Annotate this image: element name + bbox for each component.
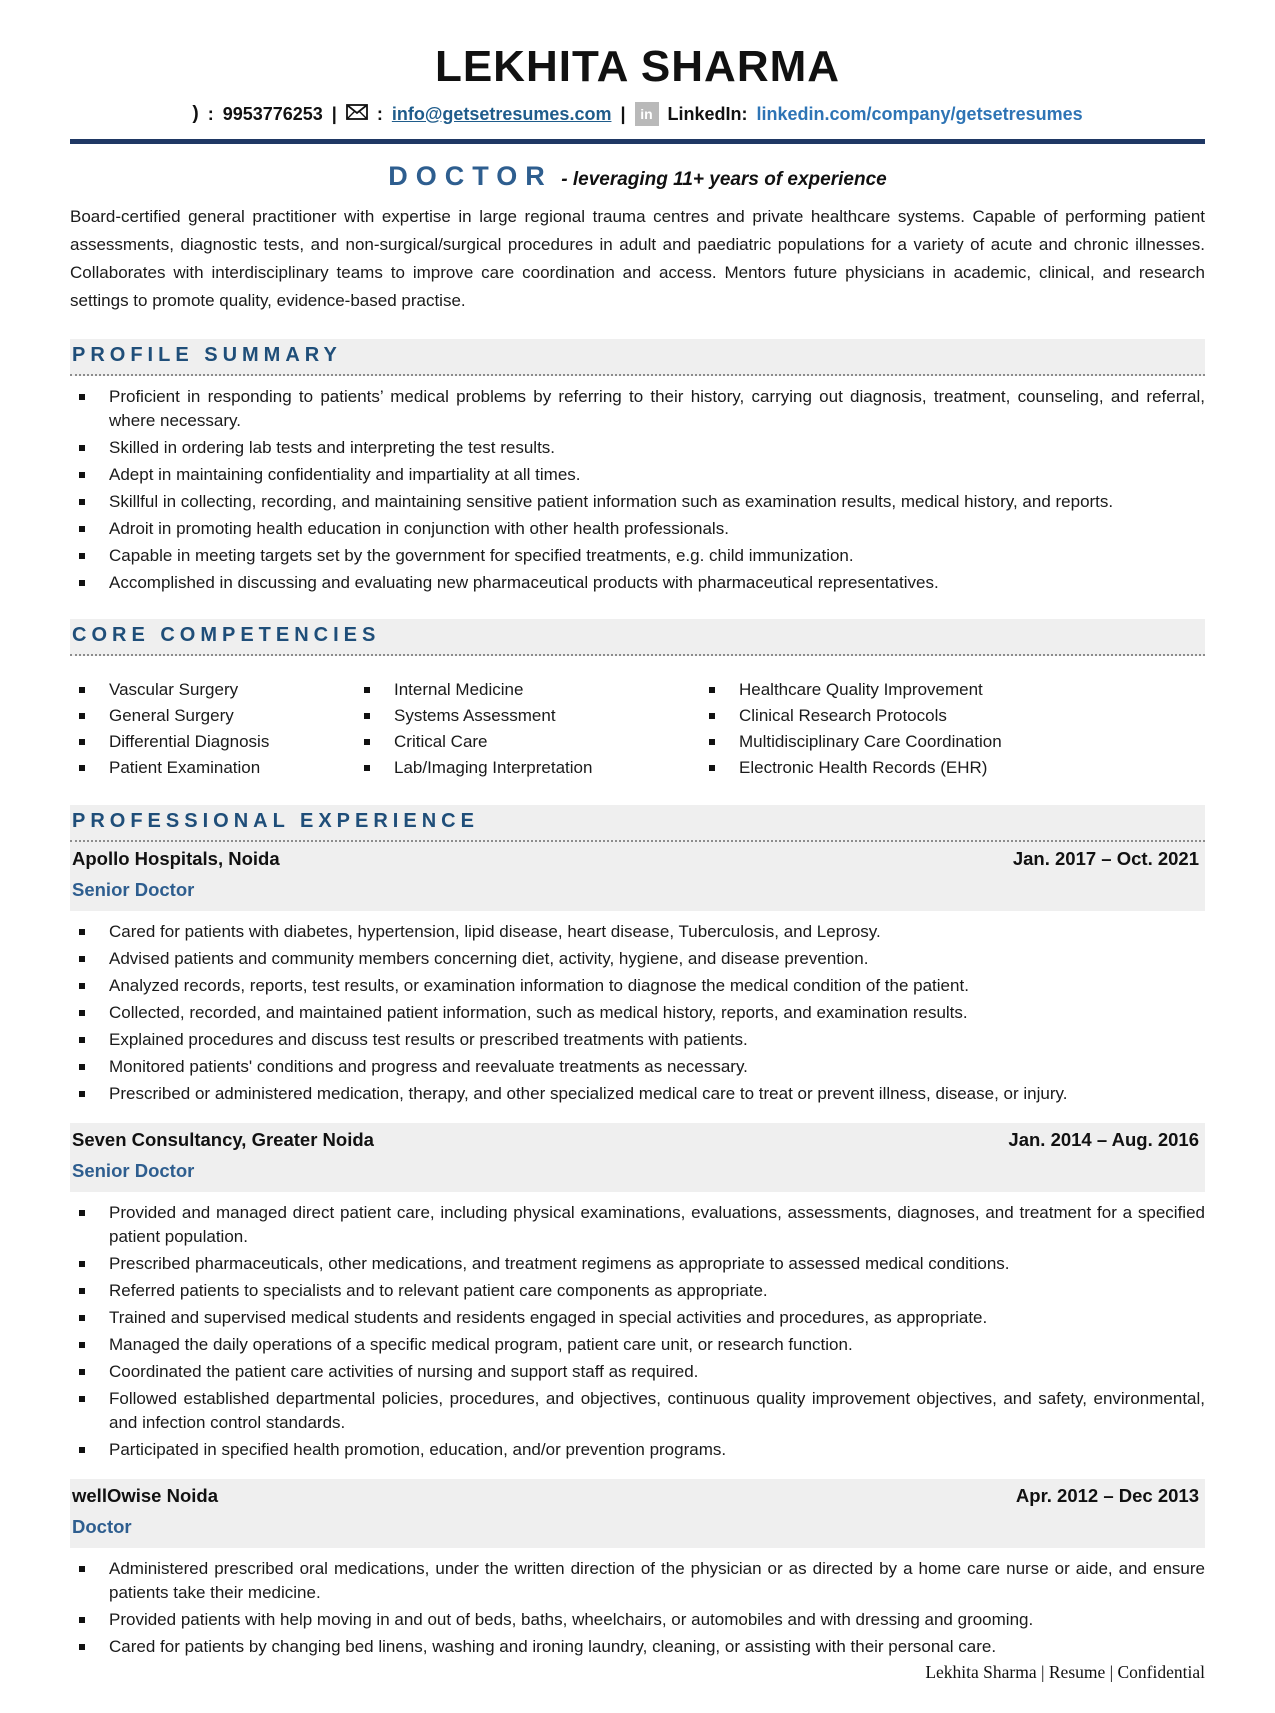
bullet-square-icon xyxy=(79,1288,85,1294)
bullet-text: Managed the daily operations of a specific medical program, patient care unit, or research function. xyxy=(109,1335,853,1354)
bullet-text: Participated in specified health promotion, education, and/or prevention programs. xyxy=(109,1440,727,1459)
bullet-square-icon xyxy=(79,1064,85,1070)
competencies-column-1 xyxy=(70,668,355,781)
bullet-text: Provided patients with help moving in and out of beds, baths, wheelchairs, or automobiles and with dressing and grooming. xyxy=(109,1610,1034,1629)
job-header xyxy=(70,1123,1205,1192)
job-title: Senior Doctor xyxy=(72,1160,195,1181)
list-item xyxy=(70,544,1205,568)
linkedin-label: LinkedIn: xyxy=(667,103,748,124)
list-item xyxy=(70,1438,1205,1462)
separator-pipe: | xyxy=(620,103,626,124)
list-item xyxy=(70,1387,1205,1435)
list-item xyxy=(70,1001,1205,1025)
candidate-name: LEKHITA SHARMA xyxy=(434,42,841,91)
bullet-square-icon xyxy=(79,1342,85,1348)
bullet-text: Referred patients to specialists and to relevant patient care components as appropriate. xyxy=(109,1281,768,1300)
competency-item xyxy=(700,703,1205,729)
bullet-square-icon xyxy=(709,739,715,745)
bullet-text: Advised patients and community members concerning diet, activity, hygiene, and disease prevention. xyxy=(109,949,869,968)
bullet-text: Prescribed pharmaceuticals, other medications, and treatment regimens as appropriate to assessed medical conditions. xyxy=(109,1254,1010,1273)
bullet-text: Accomplished in discussing and evaluating new pharmaceutical products with pharmaceutical representatives. xyxy=(109,573,939,592)
competency-item xyxy=(355,703,700,729)
bullet-text: Skillful in collecting, recording, and maintaining sensitive patient information such as examination results, medical history, and reports. xyxy=(109,492,1114,511)
bullet-text: Trained and supervised medical students and residents engaged in special activities and procedures, as appropriate. xyxy=(109,1308,988,1327)
competency-item xyxy=(70,677,355,703)
section-header-core-competencies xyxy=(70,619,1205,656)
job-bullet-list xyxy=(70,1201,1205,1462)
list-item xyxy=(70,1028,1205,1052)
bullet-square-icon xyxy=(79,553,85,559)
list-item xyxy=(70,920,1205,944)
list-item xyxy=(70,1082,1205,1106)
contact-line xyxy=(70,102,1205,126)
competency-item xyxy=(700,729,1205,755)
list-item xyxy=(70,463,1205,487)
role-title: DOCTOR xyxy=(388,161,553,191)
list-item xyxy=(70,947,1205,971)
bullet-square-icon xyxy=(79,1037,85,1043)
list-item xyxy=(70,1306,1205,1330)
bullet-text: Adept in maintaining confidentiality and impartiality at all times. xyxy=(109,465,581,484)
bullet-square-icon xyxy=(79,929,85,935)
bullet-square-icon xyxy=(709,765,715,771)
company-name: wellOwise Noida xyxy=(72,1485,218,1506)
competency-label: General Surgery xyxy=(109,706,234,725)
linkedin-link[interactable]: linkedin.com/company/getsetresumes xyxy=(756,103,1083,124)
competency-label: Healthcare Quality Improvement xyxy=(739,680,983,699)
competency-label: Internal Medicine xyxy=(394,680,524,699)
company-name: Apollo Hospitals, Noida xyxy=(72,848,280,869)
list-item xyxy=(70,385,1205,433)
bullet-square-icon xyxy=(79,1396,85,1402)
bullet-square-icon xyxy=(79,739,85,745)
bullet-square-icon xyxy=(79,445,85,451)
profile-summary-list xyxy=(70,385,1205,595)
list-item xyxy=(70,490,1205,514)
competency-item xyxy=(70,703,355,729)
bullet-text: Proficient in responding to patients’ medical problems by referring to their history, carrying out diagnosis, treatment, counseling, and referral, where necessary. xyxy=(109,387,1205,430)
bullet-square-icon xyxy=(79,983,85,989)
phone-icon: ) xyxy=(192,103,199,124)
bullet-square-icon xyxy=(364,687,370,693)
bullet-text: Collected, recorded, and maintained patient information, such as medical history, reports, and examination results. xyxy=(109,1003,968,1022)
bullet-text: Capable in meeting targets set by the government for specified treatments, e.g. child immunization. xyxy=(109,546,854,565)
competency-item xyxy=(355,729,700,755)
bullet-square-icon xyxy=(79,765,85,771)
bullet-text: Prescribed or administered medication, therapy, and other specialized medical care to treat or prevent illness, disease, or injury. xyxy=(109,1084,1068,1103)
bullet-text: Provided and managed direct patient care, including physical examinations, evaluations, assessments, diagnoses, and treatment for a specified patient population. xyxy=(109,1203,1205,1246)
bullet-square-icon xyxy=(364,739,370,745)
bullet-square-icon xyxy=(79,526,85,532)
job-company-row xyxy=(72,1129,1199,1151)
role-tagline: - leveraging 11+ years of experience xyxy=(561,169,887,190)
competency-label: Patient Examination xyxy=(109,758,261,777)
role-line xyxy=(70,161,1205,192)
bullet-square-icon xyxy=(79,713,85,719)
resume-header xyxy=(70,42,1205,144)
bullet-square-icon xyxy=(79,1447,85,1453)
job-dates: Jan. 2017 – Oct. 2021 xyxy=(1012,848,1199,869)
competencies-column-3 xyxy=(700,668,1205,781)
bullet-square-icon xyxy=(79,1617,85,1623)
list-item xyxy=(70,1333,1205,1357)
bullet-text: Coordinated the patient care activities of nursing and support staff as required. xyxy=(109,1362,699,1381)
list-item xyxy=(70,571,1205,595)
bullet-square-icon xyxy=(79,1261,85,1267)
bullet-square-icon xyxy=(79,1566,85,1572)
page-footer: Lekhita Sharma | Resume | Confidential xyxy=(925,1662,1205,1682)
bullet-square-icon xyxy=(364,765,370,771)
list-item xyxy=(70,436,1205,460)
bullet-text: Administered prescribed oral medications, under the written direction of the physician or as directed by a home care nurse or aide, and ensure patients take their medicine. xyxy=(109,1559,1205,1602)
competency-label: Systems Assessment xyxy=(394,706,556,725)
bullet-text: Adroit in promoting health education in conjunction with other health professionals. xyxy=(109,519,729,538)
competency-label: Differential Diagnosis xyxy=(109,732,270,751)
section-title: CORE COMPETENCIES xyxy=(72,624,381,646)
job-title: Senior Doctor xyxy=(72,879,195,900)
bullet-text: Followed established departmental policies, procedures, and objectives, continuous quality improvement objectives, and safety, environmental, and infection control standards. xyxy=(109,1389,1205,1432)
job-dates: Jan. 2014 – Aug. 2016 xyxy=(1008,1129,1199,1150)
competency-item xyxy=(355,677,700,703)
bullet-text: Monitored patients' conditions and progress and reevaluate treatments as necessary. xyxy=(109,1057,748,1076)
job-header xyxy=(70,1479,1205,1548)
envelope-icon xyxy=(346,104,368,125)
competency-label: Lab/Imaging Interpretation xyxy=(394,758,593,777)
list-item xyxy=(70,1360,1205,1384)
bullet-text: Analyzed records, reports, test results, or examination information to diagnose the medical condition of the patient. xyxy=(109,976,969,995)
competencies-column-2 xyxy=(355,668,700,781)
section-header-profile-summary xyxy=(70,339,1205,376)
company-name: Seven Consultancy, Greater Noida xyxy=(72,1129,374,1150)
job-dates: Apr. 2012 – Dec 2013 xyxy=(1015,1485,1199,1506)
job-company-row xyxy=(72,848,1199,870)
phone-number: 9953776253 xyxy=(222,103,323,124)
bullet-text: Skilled in ordering lab tests and interpreting the test results. xyxy=(109,438,556,457)
bullet-square-icon xyxy=(79,1010,85,1016)
list-item xyxy=(70,517,1205,541)
competency-label: Electronic Health Records (EHR) xyxy=(739,758,988,777)
email-link[interactable]: info@getsetresumes.com xyxy=(391,103,612,124)
competency-label: Vascular Surgery xyxy=(109,680,239,699)
bullet-square-icon xyxy=(79,394,85,400)
competency-item xyxy=(70,755,355,781)
job-company-row xyxy=(72,1485,1199,1507)
phone-colon: : xyxy=(207,103,214,124)
section-header-professional-experience xyxy=(70,805,1205,842)
list-item xyxy=(70,1252,1205,1276)
email-colon: : xyxy=(376,103,383,124)
competency-label: Clinical Research Protocols xyxy=(739,706,947,725)
section-title: PROFILE SUMMARY xyxy=(72,344,342,366)
bullet-text: Explained procedures and discuss test results or prescribed treatments with patients. xyxy=(109,1030,748,1049)
summary-paragraph: Board-certified general practitioner with expertise in large regional trauma centres and private healthcare systems. Capable of performing patient assessments, diagnostic tests, and non-surgical/surgical procedures in adult and paediatric populations for a variety of acute and chronic illnesses. Collaborates with interdisciplinary teams to improve care coordination and access. Mentors future physicians in academic, clinical, and research settings to promote quality, evidence-based practise. xyxy=(70,207,1205,310)
bullet-text: Cared for patients by changing bed linens, washing and ironing laundry, cleaning, or assisting with their personal care. xyxy=(109,1637,997,1656)
list-item xyxy=(70,1201,1205,1249)
bullet-square-icon xyxy=(79,499,85,505)
list-item xyxy=(70,1279,1205,1303)
bullet-square-icon xyxy=(79,1644,85,1650)
job-header xyxy=(70,842,1205,911)
competencies-grid xyxy=(70,668,1205,781)
list-item xyxy=(70,974,1205,998)
job-bullet-list xyxy=(70,1557,1205,1659)
bullet-square-icon xyxy=(79,1315,85,1321)
bullet-square-icon xyxy=(79,1091,85,1097)
linkedin-icon: in xyxy=(635,102,659,126)
list-item xyxy=(70,1055,1205,1079)
bullet-square-icon xyxy=(79,472,85,478)
competency-label: Critical Care xyxy=(394,732,488,751)
bullet-text: Cared for patients with diabetes, hypertension, lipid disease, heart disease, Tuberculosis, and Leprosy. xyxy=(109,922,881,941)
competency-item xyxy=(355,755,700,781)
job-title: Doctor xyxy=(72,1516,132,1537)
competency-item xyxy=(700,677,1205,703)
bullet-square-icon xyxy=(79,687,85,693)
section-title: PROFESSIONAL EXPERIENCE xyxy=(72,810,479,832)
bullet-square-icon xyxy=(79,580,85,586)
bullet-square-icon xyxy=(79,1210,85,1216)
bullet-square-icon xyxy=(709,713,715,719)
competency-item xyxy=(700,755,1205,781)
list-item xyxy=(70,1557,1205,1605)
bullet-square-icon xyxy=(79,956,85,962)
competency-label: Multidisciplinary Care Coordination xyxy=(739,732,1002,751)
header-divider xyxy=(70,139,1205,144)
bullet-square-icon xyxy=(364,713,370,719)
list-item xyxy=(70,1608,1205,1632)
list-item xyxy=(70,1635,1205,1659)
job-bullet-list xyxy=(70,920,1205,1106)
bullet-square-icon xyxy=(709,687,715,693)
bullet-square-icon xyxy=(79,1369,85,1375)
competency-item xyxy=(70,729,355,755)
separator-pipe: | xyxy=(331,103,337,124)
